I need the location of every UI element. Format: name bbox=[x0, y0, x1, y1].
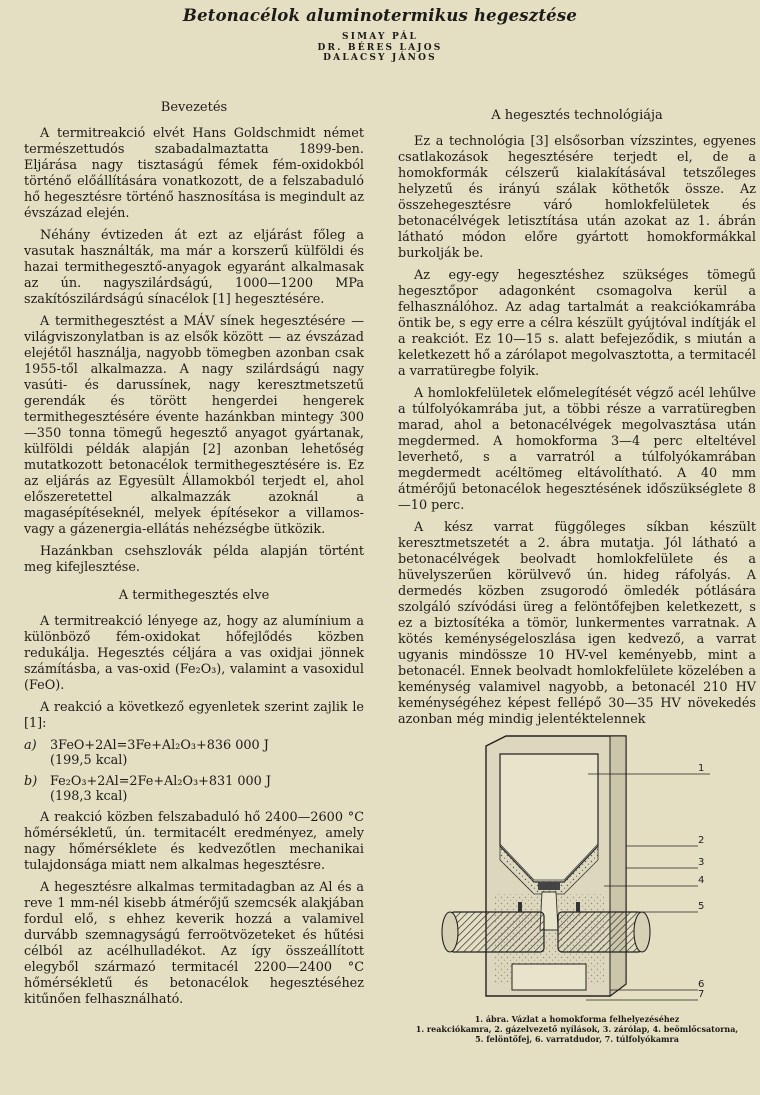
paragraph: Az egy-egy hegesztéshez szükséges tömegű hegesztőpor adagonként csomagolva kerül a felhasználóhoz. Az adag tartalmát a reakciókamrába öntik be, s egy erre a célra készült gyújtóval indítják el a reakciót. Ez 10—15 s. alatt befejeződik, s miután a keletkezett hő a zárólapot megolvasztotta, a termitacél a varratüregbe folyik. bbox=[398, 268, 756, 379]
right-column bbox=[398, 104, 756, 734]
author-list bbox=[0, 32, 760, 64]
equation-a bbox=[24, 738, 364, 768]
caption-legend: 1. reakciókamra, 2. gázelvezető nyílások, 3. zárólap, 4. beömlőcsatorna, bbox=[415, 1024, 739, 1034]
equation-label: a) bbox=[24, 738, 37, 753]
author-name: DALACSY JÁNOS bbox=[323, 53, 437, 63]
paragraph: Hazánkban csehszlovák példa alapján történt meg kifejlesztése. bbox=[24, 544, 364, 575]
figure-label: 1 bbox=[698, 763, 705, 774]
equation-text: 3FeO+2Al=3Fe+Al₂O₃+836 000 J bbox=[50, 738, 269, 753]
figure-label: 6 bbox=[698, 979, 705, 990]
closing-disc bbox=[538, 882, 560, 890]
paragraph: A hegesztésre alkalmas termitadagban az Al és a reve 1 mm-nél kisebb átmérőjű szemcsék alakjában fordul elő, s ehhez keverik hozzá a valamivel durvább szemnagyságú ferroötvözeteket és hűtési célból az acélhulladékot. Az így összeállított elegyből származó termitacél 2200—2400 °C hőmérsékletű és betonacélok hegesztéséhez kitűnően felhasználható. bbox=[24, 880, 364, 1007]
section-heading-introduction: Bevezetés bbox=[160, 100, 228, 115]
paragraph: A reakció közben felszabaduló hő 2400—2600 °C hőmérsékletű, ún. termitacélt eredményez, amely nagy hőmérséklete és kedvezőtlen mechanikai tulajdonsága miatt nem alkalmas hegesztésre. bbox=[24, 810, 364, 873]
paragraph: A termithegesztést a MÁV sínek hegesztésére — világviszonylatban is az elsők között — az évszázad elejétől használja, nagyobb tömegben azonban csak 1955-től alkalmazza. A nagy szilárdságú nagy vasúti- és darussínek, nagy keresztmetszetű gerendák és törött hengerdei hengerek termithegesztésére évente hazánkban mintegy 300—350 tonna tömegű hegesztő anyagot gyártanak, külföldi példák alapján [2] azonban lehetőség mutatkozott betonacélok termithegesztésére is. Ez az eljárás az Egyesült Államokból terjedt el, ahol előszeretettel alkalmazzák azoknál a magasépítéseknél, melyek építésekor a villamos- vagy a gázenergia-ellátás nehézségbe ütközik. bbox=[24, 314, 364, 537]
paragraph: Ez a technológia [3] elsősorban vízszintes, egyenes csatlakozások hegesztésére terjedt el, de a homokformák célszerű kialakításával tetszőleges helyzetű és irányú szálak köthetők össze. Az összehegesztésre váró homlokfelületek és betonacélvégek letisztítása után azokat az 1. ábrán látható módon előre gyártott homokformákkal burkolják be. bbox=[398, 134, 756, 261]
rebar-right bbox=[558, 912, 650, 952]
equation-b bbox=[24, 774, 364, 804]
paragraph: A homlokfelületek előmelegítését végző acél lehűlve a túlfolyókamrába jut, a többi része a varratüregben marad, ahol a betonacélvégek megolvasztása után megdermed. A homokforma 3—4 perc elteltével leverhető, s a varratról a túlfolyókamrában megdermedt acéltömeg eltávolítható. A 40 mm átmérőjű betonacélok hegesztésének időszükséglete 8—10 perc. bbox=[398, 386, 756, 513]
rebar-left bbox=[442, 912, 544, 952]
equation-text: Fe₂O₃+2Al=2Fe+Al₂O₃+831 000 J bbox=[50, 774, 271, 789]
caption-legend: 5. felöntőfej, 6. varratdudor, 7. túlfolyókamra bbox=[475, 1034, 679, 1044]
figure-label: 3 bbox=[698, 857, 705, 868]
article-title: Betonacélok aluminotermikus hegesztése bbox=[182, 6, 578, 25]
caption-title: 1. ábra. Vázlat a homokforma felhelyezéséhez bbox=[474, 1014, 680, 1024]
equation-energy: (198,3 kcal) bbox=[50, 789, 128, 804]
figure-label: 4 bbox=[698, 875, 705, 886]
section-heading-principle: A termithegesztés elve bbox=[118, 588, 270, 603]
figure-label: 5 bbox=[698, 901, 705, 912]
figure-caption bbox=[398, 1014, 756, 1044]
section-heading-technology: A hegesztés technológiája bbox=[491, 108, 663, 123]
overflow-chamber bbox=[512, 964, 586, 990]
paragraph: A reakció a következő egyenletek szerint zajlik le [1]: bbox=[24, 700, 364, 731]
paragraph: Néhány évtizeden át ezt az eljárást főleg a vasutak használták, ma már a korszerű külföldi és hazai termithegesztő-anyagok egyaránt alkalmasak az ún. nagyszilárdságú, 1000—1200 MPa szakítószilárdságú sínacélok [1] hegesztésére. bbox=[24, 228, 364, 307]
figure-label: 7 bbox=[698, 989, 705, 1000]
left-column bbox=[24, 96, 364, 1014]
figure-label: 2 bbox=[698, 835, 705, 846]
equation-energy: (199,5 kcal) bbox=[50, 753, 128, 768]
author-name: DR. BÉRES LAJOS bbox=[317, 42, 443, 53]
author-name: SIMAY PÁL bbox=[342, 32, 418, 42]
paragraph: A kész varrat függőleges síkban készült keresztmetszetét a 2. ábra mutatja. Jól látható a betonacélvégek beolvadt homlokfelülete és a hüvelyszerűen körülvevő ún. hideg ráfolyás. A dermedés közben zsugorodó ömledék pótlására szolgáló szívódási üreg a felöntőfejben keletkezett, s ez a biztosítéka a tömör, lunkermentes varratnak. A kötés keménységeloszlása igen kedvező, a varrat ugyanis mindössze 10 HV-vel keményebb, mint a betonacél. Ennek beolvadt homlokfelülete közelében a keménység valamivel nagyobb, a betonacél 210 HV keménységéhez képest fellépő 30—35 HV növekedés azonban még mindig jelentéktelennek bbox=[398, 520, 756, 727]
paragraph: A termitreakció elvét Hans Goldschmidt német természettudós szabadalmaztatta 1899-ben. Eljárása nagy tisztaságú fémek fém-oxidokból történő előállítására vonatkozott, de a felszabaduló hő hegesztésre történő hasznosítása is megindult az évszázad elején. bbox=[24, 126, 364, 221]
equation-label: b) bbox=[24, 774, 38, 789]
paragraph: A termitreakció lényege az, hogy az alumínium a különböző fém-oxidokat hőfejlődés közben redukálja. Hegesztés céljára a vas oxidjai jönnek számításba, a vas-oxid (Fe₂O₃), valamint a vasoxidul (FeO). bbox=[24, 614, 364, 693]
